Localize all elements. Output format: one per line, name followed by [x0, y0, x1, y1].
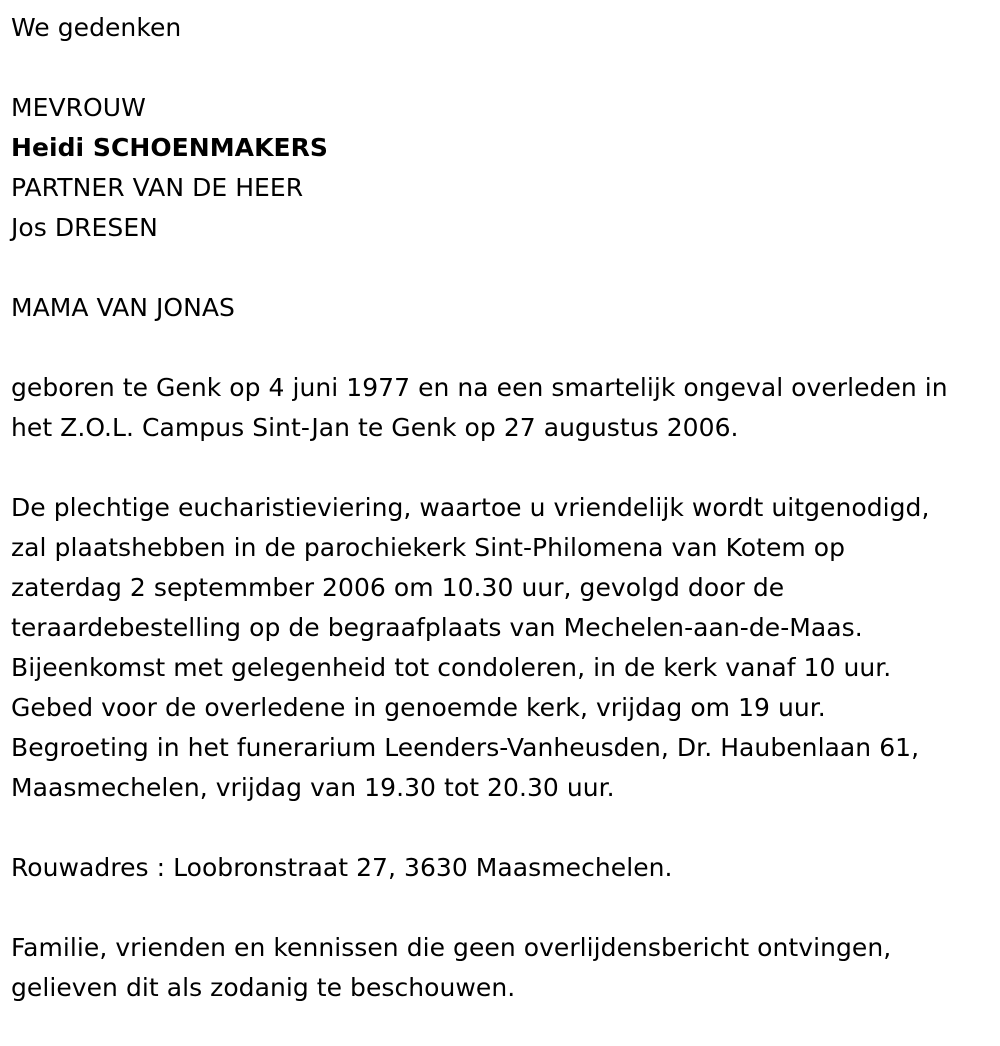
paragraph-line: zal plaatshebben in de parochiekerk Sint-Philomena van Kotem op	[11, 533, 846, 562]
spacer	[11, 888, 992, 928]
paragraph-line: Gebed voor de overledene in genoemde kerk, vrijdag om 19 uur.	[11, 693, 826, 722]
partner-label: PARTNER VAN DE HEER	[11, 173, 304, 202]
spacer	[11, 328, 992, 368]
deceased-name: Heidi SCHOENMAKERS	[11, 133, 328, 162]
paragraph-line: geboren te Genk op 4 juni 1977 en na een smartelijk ongeval overleden in	[11, 373, 948, 402]
mother-of-text: MAMA VAN JONAS	[11, 293, 235, 322]
spacer	[11, 48, 992, 88]
spacer	[11, 808, 992, 848]
paragraph-line: Maasmechelen, vrijdag van 19.30 tot 20.30 uur.	[11, 773, 615, 802]
closing-paragraph	[11, 928, 992, 1008]
paragraph-line: Familie, vrienden en kennissen die geen overlijdensbericht ontvingen,	[11, 933, 892, 962]
paragraph-line: teraardebestelling op de begraafplaats van Mechelen-aan-de-Maas.	[11, 613, 863, 642]
paragraph-line: Bijeenkomst met gelegenheid tot condoleren, in de kerk vanaf 10 uur.	[11, 653, 892, 682]
paragraph-line: De plechtige eucharistieviering, waartoe u vriendelijk wordt uitgenodigd,	[11, 493, 930, 522]
mourning-address: Rouwadres : Loobronstraat 27, 3630 Maasmechelen.	[11, 853, 673, 882]
paragraph-line: Begroeting in het funerarium Leenders-Vanheusden, Dr. Haubenlaan 61,	[11, 733, 920, 762]
paragraph-line: gelieven dit als zodanig te beschouwen.	[11, 973, 516, 1002]
intro-text: We gedenken	[11, 13, 182, 42]
birth-death-paragraph	[11, 368, 992, 448]
paragraph-line: zaterdag 2 septemmber 2006 om 10.30 uur, gevolgd door de	[11, 573, 785, 602]
spacer	[11, 448, 992, 488]
spacer	[11, 248, 992, 288]
ceremony-paragraph	[11, 488, 992, 808]
partner-name: Jos DRESEN	[11, 213, 158, 242]
honorific-title: MEVROUW	[11, 93, 146, 122]
paragraph-line: het Z.O.L. Campus Sint-Jan te Genk op 27 augustus 2006.	[11, 413, 739, 442]
